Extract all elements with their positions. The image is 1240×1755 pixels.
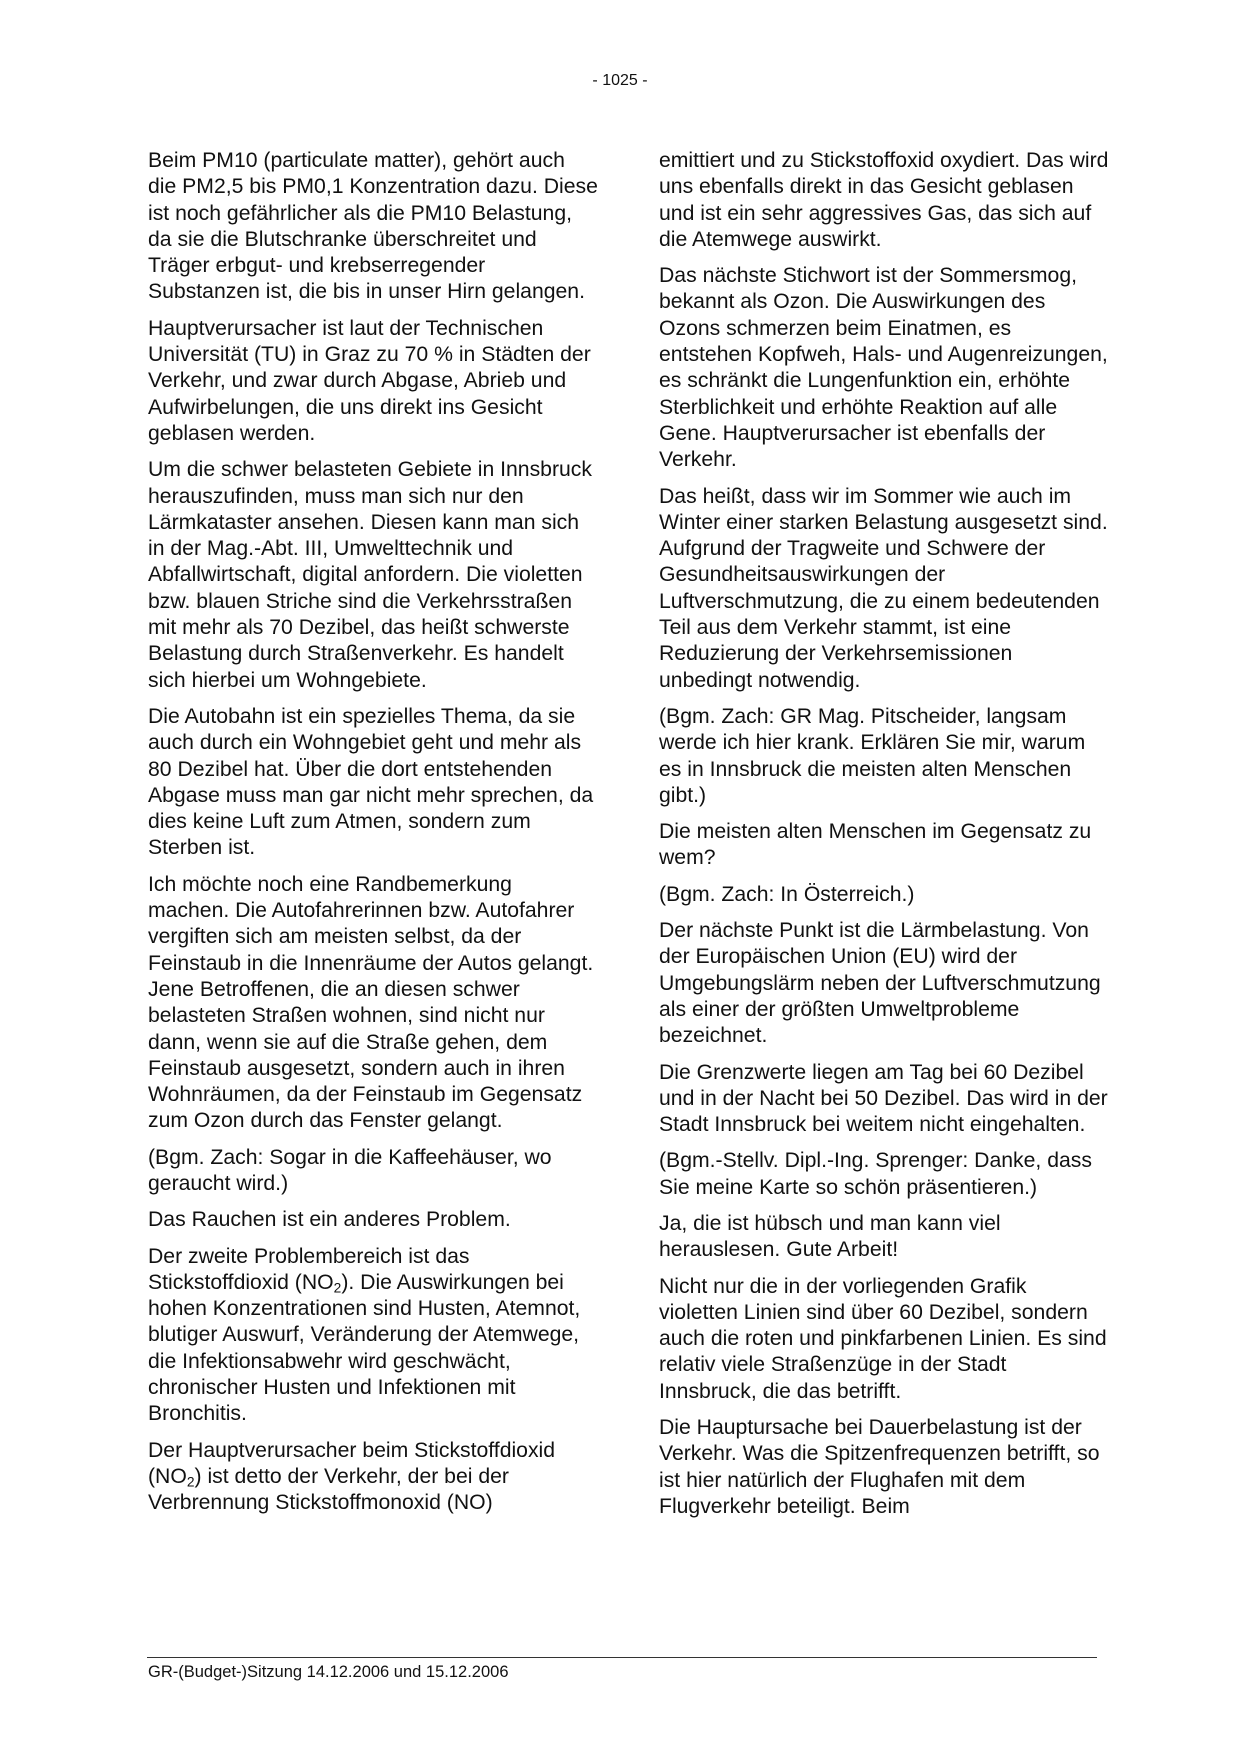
interjection: (Bgm. Zach: GR Mag. Pitscheider, langsam werde ich hier krank. Erklären Sie mir, warum es in Innsbruck die meisten alten Menschen gibt.): [659, 704, 1086, 807]
interjection: (Bgm.-Stellv. Dipl.-Ing. Sprenger: Danke, dass Sie meine Karte so schön präsentieren.): [659, 1149, 1092, 1199]
paragraph: Um die schwer belasteten Gebiete in Innsbruck herauszufinden, muss man sich nur den Lärmkataster ansehen. Diesen kann man sich in der Mag.-Abt. III, Umwelttechnik und Abfallwirtschaft, digital anfordern. Die violetten bzw. blauen Striche sind die Verkehrsstraßen mit mehr als 70 Dezibel, das heißt schwerste Belastung durch Straßenverkehr. Es handelt sich hierbei um Wohngebiete.: [148, 458, 592, 692]
paragraph: Nicht nur die in der vorliegenden Grafik violetten Linien sind über 60 Dezibel, sondern auch die roten und pinkfarbenen Linien. Es sind relativ viele Straßenzüge in der Stadt Innsbruck, die das betrifft.: [659, 1274, 1107, 1403]
text-run: ) ist detto der Verkehr, der bei der Verbrennung Stickstoffmonoxid (NO): [148, 1464, 509, 1515]
right-column: [659, 148, 1109, 1530]
paragraph: Hauptverursacher ist laut der Technischen Universität (TU) in Graz zu 70 % in Städten der Verkehr, und zwar durch Abgase, Abrieb und Aufwirbelungen, die uns direkt ins Gesicht geblasen werden.: [148, 316, 591, 445]
paragraph: Das Rauchen ist ein anderes Problem.: [148, 1208, 511, 1232]
interjection: (Bgm. Zach: In Österreich.): [659, 882, 915, 906]
paragraph: Der nächste Punkt ist die Lärmbelastung. Von der Europäischen Union (EU) wird der Umgebungslärm neben der Luftverschmutzung als einer der größten Umweltprobleme bezeichnet.: [659, 919, 1101, 1048]
paragraph: Die Hauptursache bei Dauerbelastung ist der Verkehr. Was die Spitzenfrequenzen betrifft, so ist hier natürlich der Flughafen mit dem Flugverkehr beteiligt. Beim: [659, 1416, 1100, 1518]
paragraph: emittiert und zu Stickstoffoxid oxydiert. Das wird uns ebenfalls direkt in das Gesicht geblasen und ist ein sehr aggressives Gas, das sich auf die Atemwege auswirkt.: [659, 149, 1109, 251]
interjection: (Bgm. Zach: Sogar in die Kaffeehäuser, wo geraucht wird.): [148, 1145, 552, 1195]
paragraph: Das nächste Stichwort ist der Sommersmog, bekannt als Ozon. Die Auswirkungen des Ozons schmerzen beim Einatmen, es entstehen Kopfweh, Hals- und Augenreizungen, es schränkt die Lungenfunktion ein, erhöhte Sterblichkeit und erhöhte Reaktion auf alle Gene. Hauptverursacher ist ebenfalls der Verkehr.: [659, 264, 1108, 472]
subscript: 2: [333, 1280, 342, 1296]
paragraph: Die Autobahn ist ein spezielles Thema, da sie auch durch ein Wohngebiet geht und mehr als 80 Dezibel hat. Über die dort entstehenden Abgase muss man gar nicht mehr sprechen, da dies keine Luft zum Atmen, sondern zum Sterben ist.: [148, 704, 594, 860]
paragraph-no2: [148, 1438, 598, 1517]
text-run: Der Hauptverursacher beim Stickstoffdioxid (NO: [148, 1438, 556, 1488]
paragraph: Das heißt, dass wir im Sommer wie auch im Winter einer starken Belastung ausgesetzt sind. Aufgrund der Tragweite und Schwere der Gesundheitsauswirkungen der Luftverschmutzung, die zu einem bedeutenden Teil aus dem Verkehr stammt, ist eine Reduzierung der Verkehrsemissionen unbedingt notwendig.: [659, 484, 1108, 692]
paragraph: Ja, die ist hübsch und man kann viel herauslesen. Gute Arbeit!: [659, 1211, 1001, 1262]
paragraph: Die Grenzwerte liegen am Tag bei 60 Dezibel und in der Nacht bei 50 Dezibel. Das wird in der Stadt Innsbruck bei weitem nicht eingehalten.: [659, 1060, 1108, 1137]
left-column: [148, 148, 598, 1527]
paragraph: Die meisten alten Menschen im Gegensatz zu wem?: [659, 820, 1092, 870]
page-number: - 1025 -: [592, 72, 648, 89]
paragraph-no2: [148, 1244, 598, 1428]
text-run: ). Die Auswirkungen bei hohen Konzentrationen sind Husten, Atemnot, blutiger Auswurf, Veränderung der Atemwege, die Infektionsabwehr wird geschwächt, chronischer Husten und Infektionen mit Bronchitis.: [148, 1270, 581, 1426]
paragraph: Ich möchte noch eine Randbemerkung machen. Die Autofahrerinnen bzw. Autofahrer vergiften sich am meisten selbst, da der Feinstaub in die Innenräume der Autos gelangt. Jene Betroffenen, die an diesen schwer belasteten Straßen wohnen, sind nicht nur dann, wenn sie auf die Straße gehen, dem Feinstaub ausgesetzt, sondern auch in ihren Wohnräumen, da der Feinstaub im Gegensatz zum Ozon durch das Fenster gelangt.: [148, 872, 594, 1133]
subscript: 2: [186, 1474, 195, 1490]
text-run: Der zweite Problembereich ist das Stickstoffdioxid (NO: [148, 1244, 470, 1294]
footer-text: GR-(Budget-)Sitzung 14.12.2006 und 15.12.2006: [148, 1663, 509, 1681]
paragraph: Beim PM10 (particulate matter), gehört auch die PM2,5 bis PM0,1 Konzentration dazu. Diese ist noch gefährlicher als die PM10 Belastung, da sie die Blutschranke überschreitet und Träger erbgut- und krebserregender Substanzen ist, die bis in unser Hirn gelangen.: [148, 149, 598, 304]
footer-divider: [147, 1657, 1097, 1658]
